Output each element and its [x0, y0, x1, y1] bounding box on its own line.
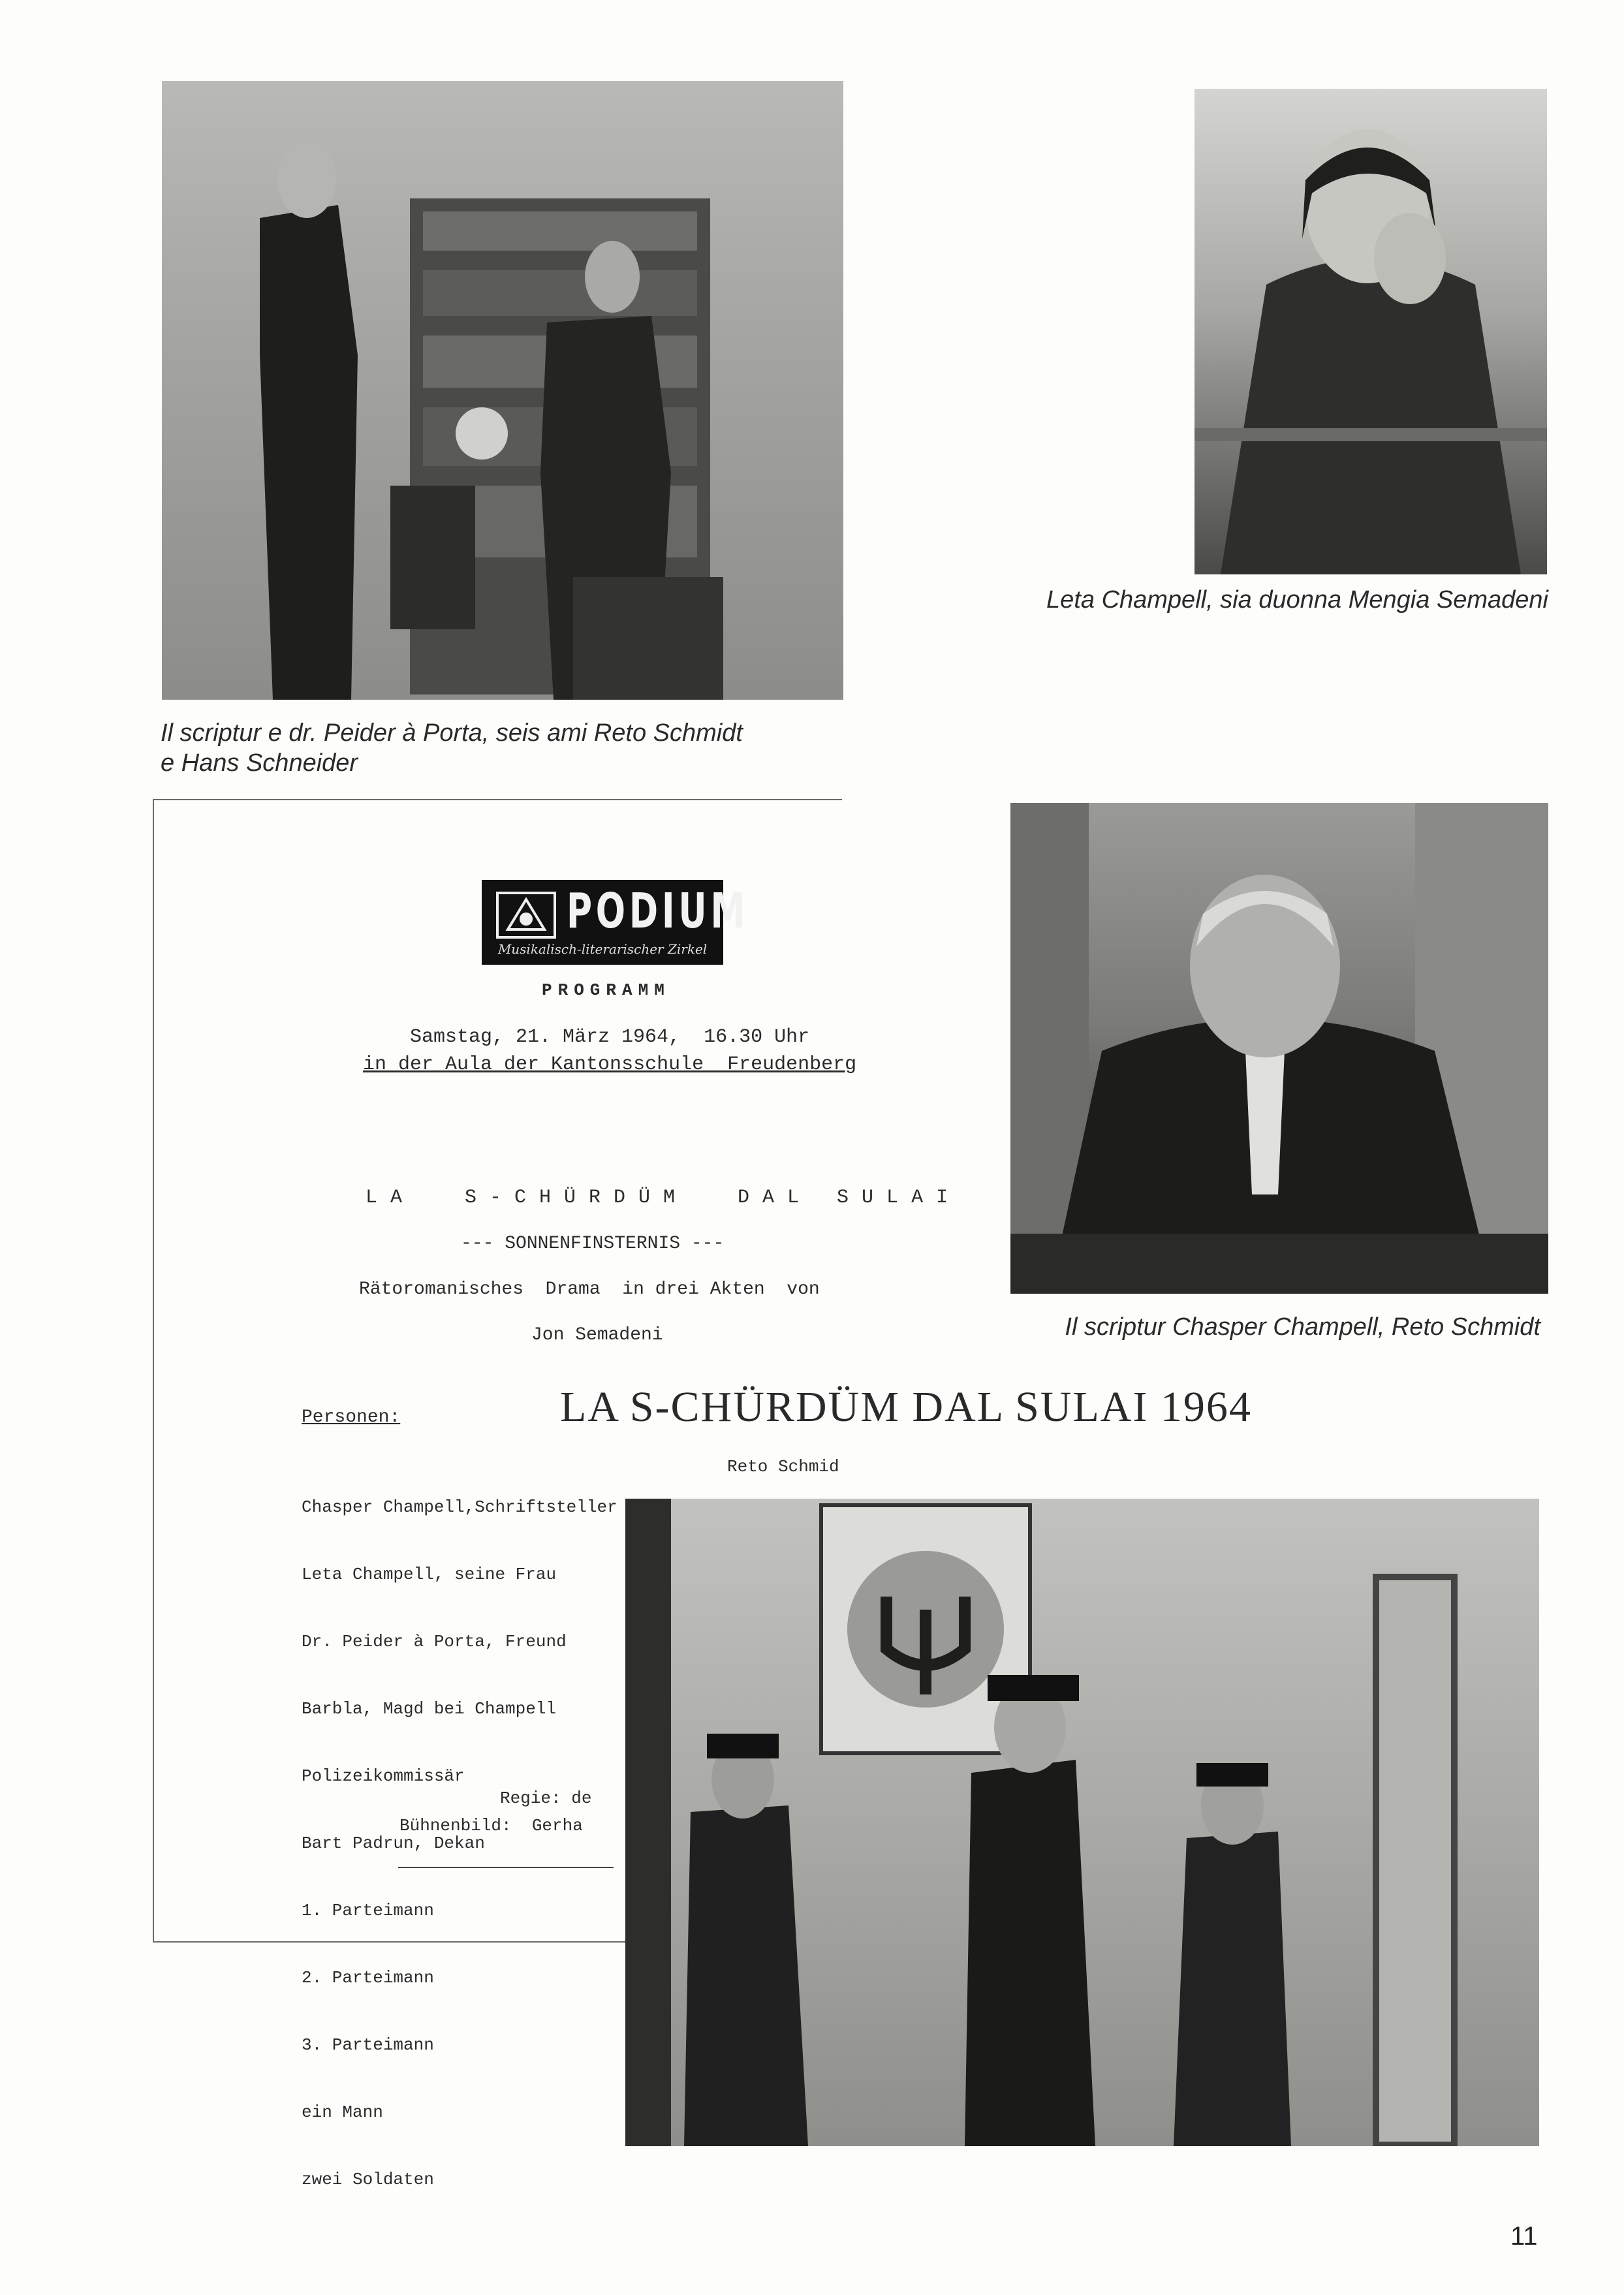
cast-item: 2. Parteimann: [302, 1968, 434, 1988]
programme-date: Samstag, 21. März 1964, 16.30 Uhr: [410, 1026, 810, 1048]
persons-heading: Personen:: [302, 1407, 401, 1428]
programme-author: Jon Semadeni: [531, 1325, 663, 1345]
cast-item: 3. Parteimann: [302, 2035, 434, 2055]
programme-regie: Regie: de: [500, 1788, 592, 1808]
programme-genre: Rätoromanisches Drama in drei Akten von: [359, 1279, 820, 1300]
programme-heading: PROGRAMM: [542, 980, 670, 1000]
page-number: 11: [1510, 2222, 1538, 2251]
podium-word: PODIUM: [567, 883, 749, 939]
cast-item: ein Mann: [302, 2102, 383, 2122]
cast-item: zwei Soldaten: [302, 2170, 434, 2189]
first-actor: Reto Schmid: [727, 1457, 839, 1476]
cast-item: Dr. Peider à Porta, Freund: [302, 1632, 567, 1651]
podium-logo: [482, 880, 749, 965]
photo-stage-two-men: [162, 81, 843, 700]
stage-scene-illustration: [162, 81, 843, 700]
uniform-scene-illustration: [625, 1499, 1539, 2146]
cast-item: Leta Champell, seine Frau: [302, 1565, 557, 1584]
cast-item: Bart Padrun, Dekan: [302, 1834, 485, 1853]
cast-item: Barbla, Magd bei Champell: [302, 1699, 557, 1719]
programme-venue: in der Aula der Kantonsschule Freudenberg: [363, 1054, 857, 1076]
caption-stage-two-men: [161, 718, 879, 778]
caption-line-2: e Hans Schneider: [161, 749, 358, 777]
photo-leta-champell: [1195, 89, 1547, 574]
caption-leta-champell: Leta Champell, sia duonna Mengia Semadeni: [1046, 586, 1548, 614]
photo-uniformed-scene: [625, 1499, 1539, 2146]
programme-play-title: LA S-CHÜRDÜM DAL SULAI: [366, 1187, 961, 1209]
podium-subtitle: Musikalisch-literarischer Zirkel: [497, 941, 708, 957]
caption-chasper-champell: Il scriptur Chasper Champell, Reto Schmidt: [1065, 1313, 1540, 1341]
portrait-woman-illustration: [1195, 89, 1547, 574]
cast-item: 1. Parteimann: [302, 1901, 434, 1920]
programme-german-title: --- SONNENFINSTERNIS ---: [461, 1234, 725, 1254]
bear-crest-icon: [495, 890, 557, 940]
page-headline: LA S-CHÜRDÜM DAL SULAI 1964: [560, 1383, 1252, 1431]
programme-buehnenbild: Bühnenbild: Gerha: [399, 1816, 583, 1835]
seated-man-illustration: [1010, 803, 1548, 1294]
programme-signature-rule: [398, 1867, 614, 1868]
cast-item: Chasper Champell,Schriftsteller: [302, 1497, 617, 1517]
photo-chasper-champell: [1010, 803, 1548, 1294]
caption-line-1: Il scriptur e dr. Peider à Porta, seis ami Reto Schmidt: [161, 719, 743, 747]
cast-item: Polizeikommissär: [302, 1766, 465, 1786]
